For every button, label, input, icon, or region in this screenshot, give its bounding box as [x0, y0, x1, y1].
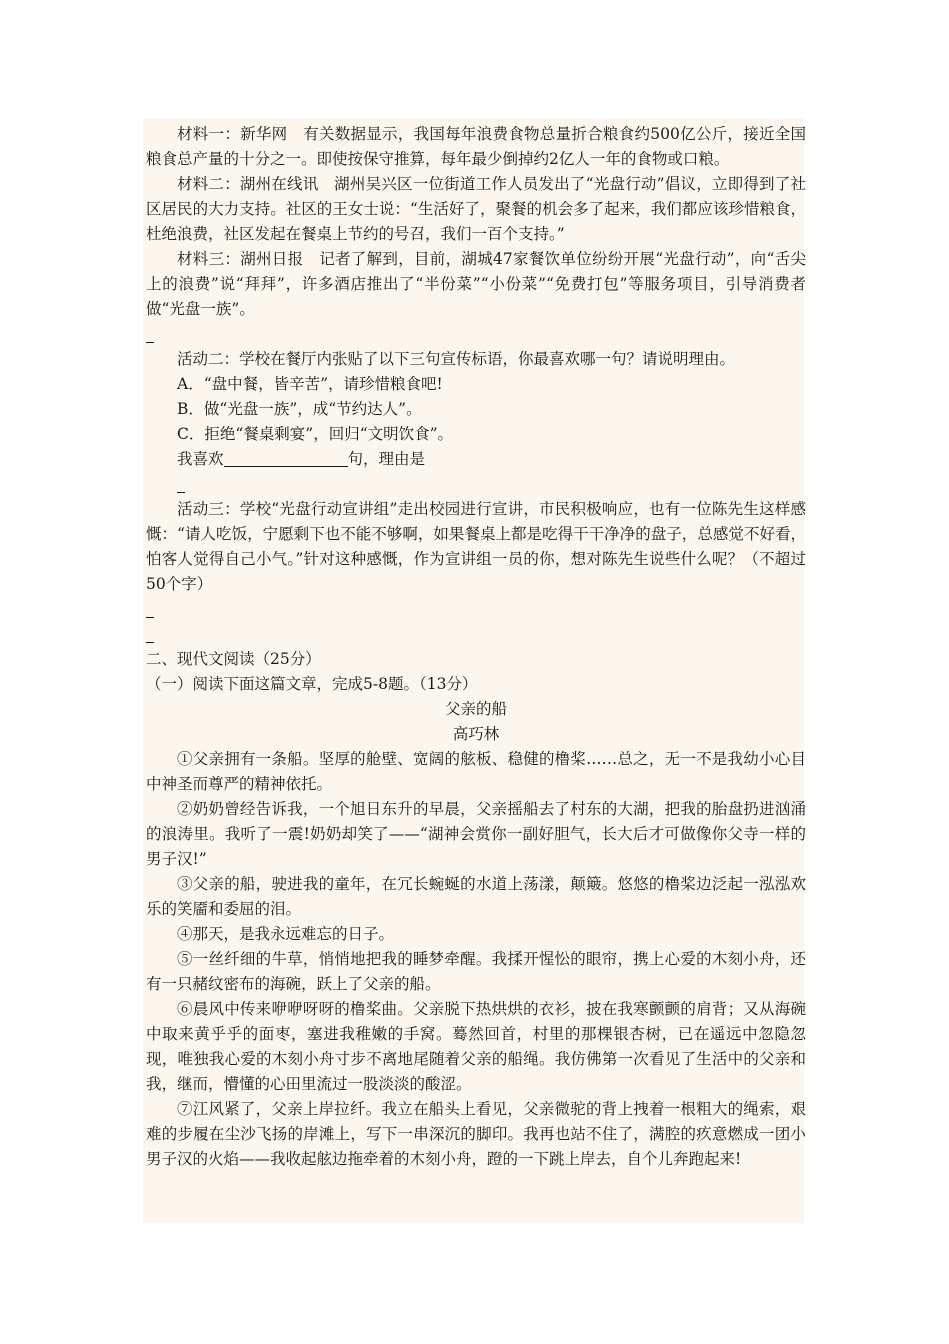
- article-paragraph: ⑥晨风中传来咿咿呀呀的橹桨曲。父亲脱下热烘烘的衣衫，披在我寒颤颤的肩背；又从海碗中取来黄乎乎的面枣，塞进我稚嫩的手窝。蓦然回首，村里的那棵银杏树，已在遥远中忽隐忽现，唯独我心爱的木刻小舟寸步不离地尾随着父亲的船绳。我仿佛第一次看见了生活中的父亲和我，继而，懵懂的心田里流过一股淡淡的酸涩。: [146, 1000, 806, 1093]
- section-2-heading: 二、现代文阅读（25分）: [146, 650, 321, 668]
- activity-2-prompt: 活动二：学校在餐厅内张贴了以下三句宣传标语，你最喜欢哪一句？请说明理由。: [177, 350, 736, 368]
- activity-3-prompt: 活动三：学校“光盘行动宣讲组”走出校园进行宣讲，市民积极响应，也有一位陈先生这样感慨：“请人吃饭，宁愿剩下也不能不够啊，如果餐桌上都是吃得干干净净的盘子，总感觉不好看，怕客人觉得自己小气。”针对这种感慨，作为宣讲组一员的你，想对陈先生说些什么呢？（不超过50个字）: [146, 500, 806, 593]
- answer-line-marker: [146, 322, 806, 347]
- activity-2-option-a: A．“盘中餐，皆辛苦”，请珍惜粮食吧!: [177, 375, 443, 393]
- material-1: 材料一：新华网 有关数据显示，我国每年浪费食物总量折合粮食约500亿公斤，接近全国粮食总产量的十分之一。即使按保守推算，每年最少倒掉约2亿人一年的食物或口粮。: [146, 125, 806, 168]
- answer-line-marker: [146, 472, 806, 497]
- answer-line-marker: [146, 597, 806, 622]
- activity-2-answer-line[interactable]: [146, 447, 806, 472]
- activity-2-option-b: B．做“光盘一族”，成“节约达人”。: [177, 400, 422, 418]
- answer-suffix: 句，理由是: [347, 450, 426, 468]
- answer-line-marker: [146, 622, 806, 647]
- activity-2-option-c: C．拒绝“餐桌剩宴”，回归“文明饮食”。: [177, 425, 454, 443]
- article-paragraph: ⑦江风紧了，父亲上岸拉纤。我立在船头上看见，父亲微驼的背上拽着一根粗大的绳索，艰难的步履在尘沙飞扬的岸滩上，写下一串深沉的脚印。我再也站不住了，满腔的疚意燃成一团小男子汉的火焰——我收起舷边拖牵着的木刻小舟，蹬的一下跳上岸去，自个儿奔跑起来!: [146, 1100, 806, 1168]
- answer-prefix: 我喜欢: [177, 450, 224, 468]
- answer-blank[interactable]: [224, 450, 348, 467]
- article-paragraph: ④那天，是我永远难忘的日子。: [177, 925, 395, 943]
- article-paragraph: ⑤一丝纤细的牛草，悄悄地把我的睡梦牵醒。我揉开惺忪的眼帘，携上心爱的木刻小舟，还有一只赭纹密布的海碗，跃上了父亲的船。: [146, 950, 806, 993]
- article-paragraph: ③父亲的船，驶进我的童年，在冗长蜿蜒的水道上荡漾，颠簸。悠悠的橹桨边泛起一泓泓欢乐的笑靥和委屈的泪。: [146, 875, 806, 918]
- article-title: 父亲的船: [444, 700, 507, 718]
- document-body: [146, 122, 806, 1172]
- material-3: 材料三：湖州日报 记者了解到，目前，湖城47家餐饮单位纷纷开展“光盘行动”，向“舌尖上的浪费”说“拜拜”，许多酒店推出了“半份菜”“小份菜”“免费打包”等服务项目，引导消费者做“光盘一族”。: [146, 250, 806, 318]
- material-2: 材料二：湖州在线讯 湖州吴兴区一位街道工作人员发出了“光盘行动”倡议，立即得到了社区居民的大力支持。社区的王女士说：“生活好了，聚餐的机会多了起来，我们都应该珍惜粮食，杜绝浪费，社区发起在餐桌上节约的号召，我们一百个支持。”: [146, 175, 806, 243]
- article-paragraph: ②奶奶曾经告诉我，一个旭日东升的早晨，父亲摇船去了村东的大湖，把我的胎盘扔进汹涌的浪涛里。我听了一震!奶奶却笑了——“湖神会赏你一副好胆气，长大后才可做像你父寺一样的男子汉!”: [146, 800, 806, 868]
- article-author: 高巧林: [452, 725, 500, 743]
- article-paragraph: ①父亲拥有一条船。坚厚的舱壁、宽阔的舷板、稳健的橹桨……总之，无一不是我幼小心目中神圣而尊严的精神依托。: [146, 750, 806, 793]
- section-2-subheading: （一）阅读下面这篇文章，完成5-8题。（13分）: [146, 675, 478, 693]
